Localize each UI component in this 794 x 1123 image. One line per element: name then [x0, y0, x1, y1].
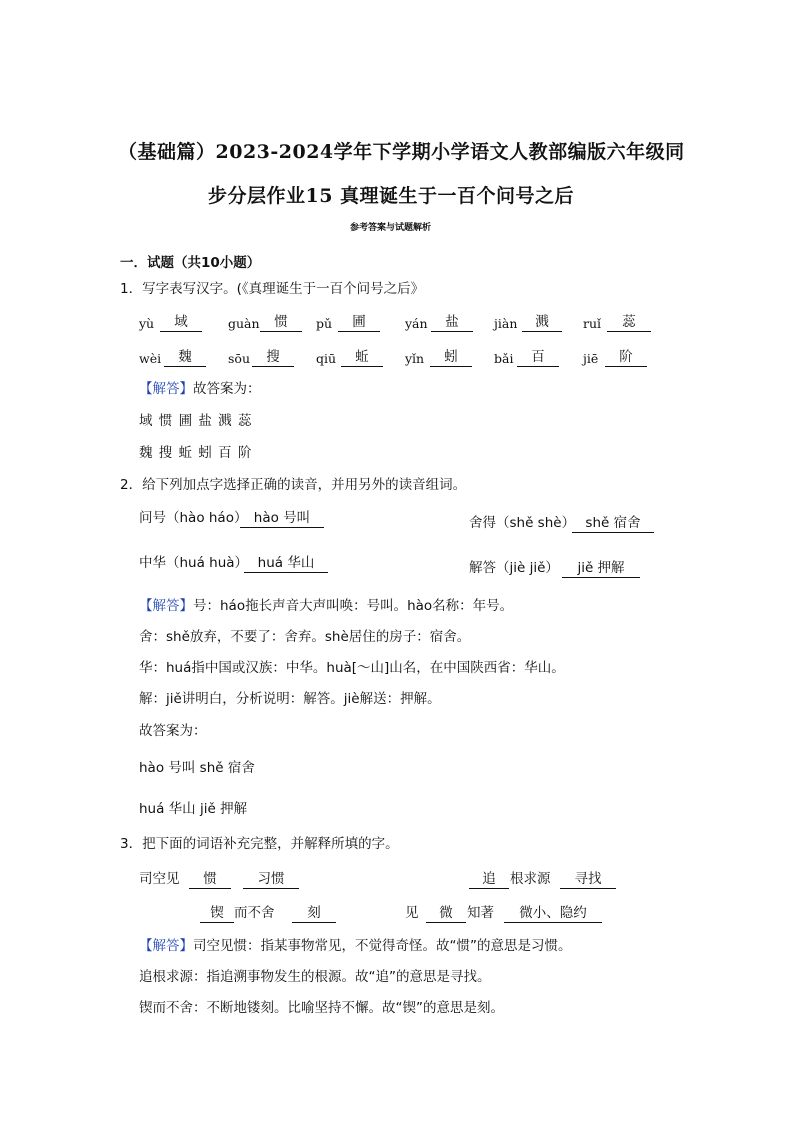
q1-answer-blank: 盐: [431, 316, 473, 332]
q3-fill-blank: 微: [426, 907, 466, 923]
answer-label: 【解答】: [139, 381, 193, 397]
q1-pinyin: yǐn: [405, 351, 425, 366]
q2-word: 舍得（shě shè）: [469, 515, 576, 531]
q1-answer-blank: 蕊: [607, 316, 651, 332]
q1-answer-blank: 惯: [260, 316, 302, 332]
q3-fill-blank: 惯: [189, 873, 231, 889]
q1-answer-blank: 蚯: [341, 351, 383, 367]
q1-pinyin: jiē: [583, 351, 599, 366]
q1-answer-line: 魏 搜 蚯 蚓 百 阶: [139, 445, 253, 461]
q2-answer-final: huá 华山 jiě 押解: [139, 801, 248, 817]
q1-answer-blank: 阶: [605, 351, 647, 367]
q2-word: 问号（hào háo）: [139, 510, 248, 526]
q2-answer-blank: jiě 押解: [562, 562, 640, 578]
q3-answer-line: [139, 940, 572, 954]
q3-fill-blank: 锲: [200, 907, 234, 923]
q3-stem: 3．把下面的词语补充完整，并解释所填的字。: [120, 836, 399, 852]
q2-stem: 2．给下列加点字选择正确的读音，并用另外的读音组词。: [120, 477, 467, 493]
q3-meaning-blank: 寻找: [560, 873, 616, 889]
q2-answer-line: 舍：shě放弃，不要了：舍弃。shè居住的房子：宿舍。: [139, 629, 471, 645]
q3-word-suffix: 根求源: [510, 871, 551, 887]
q3-meaning-blank: 微小、隐约: [504, 907, 602, 923]
q1-stem: 1．写字表写汉字。(《真理诞生于一百个问号之后》: [120, 281, 425, 297]
q2-word: 解答（jiè jiě）: [469, 560, 559, 576]
q1-answer-blank: 域: [160, 316, 202, 332]
answer-text: 司空见惯：指某事物常见，不觉得奇怪。故“惯”的意思是习惯。: [193, 938, 572, 954]
answer-label: 【解答】: [139, 598, 193, 614]
page-title-line2: 步分层作业15 真理诞生于一百个问号之后: [208, 185, 575, 207]
q2-answer-line: 解：jiě讲明白，分析说明：解答。jiè解送：押解。: [139, 691, 441, 707]
q1-pinyin: ruǐ: [583, 316, 602, 331]
q1-answer-blank: 魏: [164, 351, 206, 367]
q1-pinyin: qiū: [316, 351, 337, 366]
section-heading: 一．试题（共10小题）: [120, 255, 261, 271]
q1-answer-blank: 百: [517, 351, 559, 367]
q3-meaning-blank: 刻: [292, 907, 336, 923]
q1-answer-blank: 蚓: [430, 351, 472, 367]
q3-word-prefix: 司空见: [139, 871, 180, 887]
q3-word-suffix: 知著: [467, 905, 494, 921]
q2-answer-blank: shě 宿舍: [572, 517, 654, 533]
q3-answer-line: 追根求源：指追溯事物发生的根源。故“追”的意思是寻找。: [139, 969, 491, 985]
q2-answer-blank: huá 华山: [244, 557, 328, 573]
q3-meaning-blank: 习惯: [243, 873, 299, 889]
page-subtitle: 参考答案与试题解析: [350, 223, 432, 233]
answer-intro: 故答案为：: [193, 381, 261, 397]
q1-pinyin: yù: [139, 316, 155, 331]
q3-fill-blank: 追: [469, 873, 509, 889]
page-title-line1: （基础篇）2023-2024学年下学期小学语文人教部编版六年级同: [118, 141, 685, 163]
q1-answer-blank: 圃: [338, 316, 380, 332]
q2-answer-final: hào 号叫 shě 宿舍: [139, 760, 255, 776]
q2-answer-line: 华：huá指中国或汉族：中华。huà[～山]山名，在中国陕西省：华山。: [139, 660, 565, 676]
q1-pinyin: pǔ: [316, 316, 333, 331]
q1-answer-blank: 溅: [522, 316, 562, 332]
q1-pinyin: bǎi: [494, 351, 514, 366]
q3-answer-line: 锲而不舍：不断地镂刻。比喻坚持不懈。故“锲”的意思是刻。: [139, 1000, 504, 1016]
q2-answer-line: 故答案为：: [139, 723, 207, 739]
answer-label: 【解答】: [139, 938, 193, 954]
q2-answer-blank: hào 号叫: [240, 512, 324, 528]
q1-pinyin: guàn: [228, 316, 260, 331]
q2-word: 中华（huá huà）: [139, 555, 249, 571]
q1-pinyin: wèi: [139, 351, 162, 366]
q1-answer: [139, 383, 261, 397]
q2-answer-line: [139, 600, 513, 614]
q1-pinyin: jiàn: [494, 316, 518, 331]
q1-answer-line: 域 惯 圃 盐 溅 蕊: [139, 413, 253, 429]
q3-word-prefix: 见: [405, 905, 419, 921]
q1-pinyin: sōu: [228, 351, 250, 366]
q3-word-suffix: 而不舍: [234, 905, 275, 921]
q1-pinyin: yán: [405, 316, 428, 331]
answer-text: 号：háo拖长声音大声叫唤：号叫。hào名称：年号。: [193, 598, 514, 614]
q1-answer-blank: 搜: [252, 351, 294, 367]
